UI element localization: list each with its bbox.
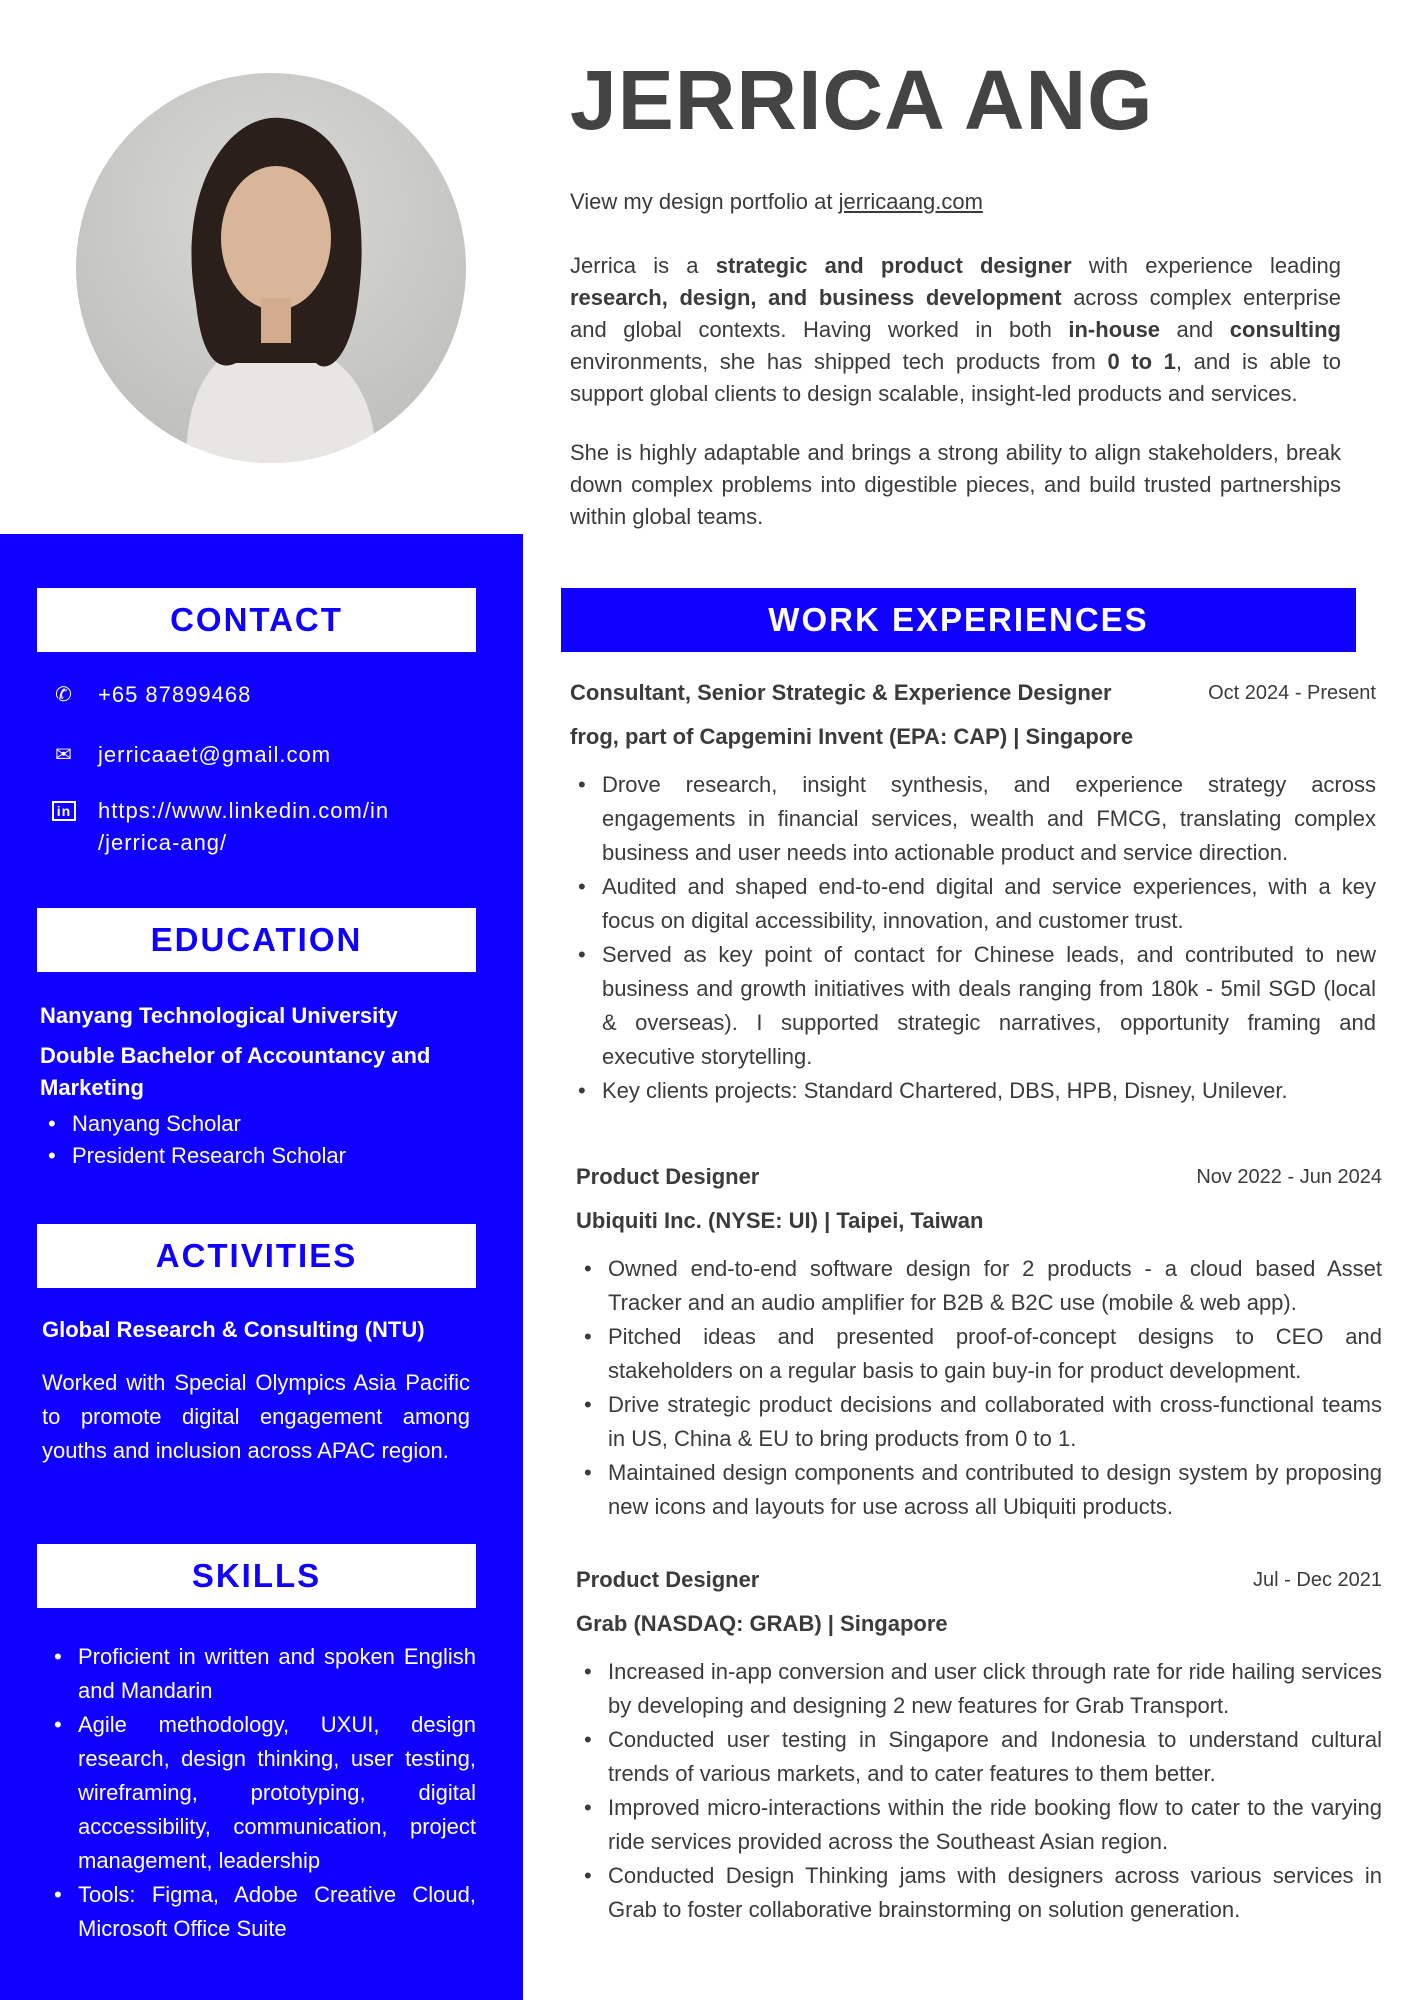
education-heading: EDUCATION [37, 908, 476, 972]
phone-icon: ✆ [55, 684, 73, 706]
work-experiences-heading: WORK EXPERIENCES [561, 588, 1356, 652]
job-entry [576, 1160, 1382, 1524]
job-company: Grab (NASDAQ: GRAB) | Singapore [576, 1611, 948, 1636]
job-dates: Jul - Dec 2021 [1253, 1569, 1382, 1591]
skills-heading: SKILLS [37, 1544, 476, 1608]
portfolio-prefix: View my design portfolio at [570, 189, 839, 214]
education-item: • Nanyang Scholar [40, 1108, 480, 1140]
skill-item: • Proficient in written and spoken English and Mandarin [46, 1640, 476, 1708]
contact-heading: CONTACT [37, 588, 476, 652]
summary-text: , and is able to support global clients to design scalable, insight-led products and services. [570, 349, 1341, 406]
education-item: • President Research Scholar [40, 1140, 480, 1172]
job-dates: Oct 2024 - Present [1208, 682, 1376, 704]
portfolio-link[interactable]: jerricaang.com [838, 189, 983, 214]
education-section [40, 1000, 480, 1172]
summary-highlight: consulting [1229, 317, 1341, 342]
summary-text: Jerrica is a [570, 253, 716, 278]
contact-list [52, 679, 472, 859]
job-company: Ubiquiti Inc. (NYSE: UI) | Taipei, Taiwan [576, 1208, 984, 1233]
envelope-icon: ✉ [55, 744, 73, 766]
job-bullet: • Pitched ideas and presented proof-of-concept designs to CEO and stakeholders on a regular basis to gain buy-in for product development. [576, 1320, 1382, 1388]
job-bullet: • Increased in-app conversion and user click through rate for ride hailing services by developing and designing 2 new features for Grab Transport. [576, 1655, 1382, 1723]
summary-text: across complex enterprise and global contexts. Having worked in both [570, 285, 1341, 342]
job-entry [570, 676, 1376, 1108]
activities-heading: ACTIVITIES [37, 1224, 476, 1288]
job-company: frog, part of Capgemini Invent (EPA: CAP) | Singapore [570, 724, 1134, 749]
summary-paragraph-2: She is highly adaptable and brings a strong ability to align stakeholders, break down complex problems into digestible pieces, and build trusted partnerships within global teams. [570, 440, 1341, 529]
skill-item: • Agile methodology, UXUI, design research, design thinking, user testing, wireframing, prototyping, digital acccessibility, communication, project management, leadership [46, 1708, 476, 1878]
profile-photo [76, 73, 466, 463]
job-bullet: • Improved micro-interactions within the ride booking flow to cater to the varying ride services provided across the Southeast Asian region. [576, 1791, 1382, 1859]
skills-section [46, 1640, 476, 1946]
job-bullet: • Drive strategic product decisions and collaborated with cross-functional teams in US, China & EU to bring products from 0 to 1. [576, 1388, 1382, 1456]
job-dates: Nov 2022 - Jun 2024 [1196, 1166, 1382, 1188]
skill-item: • Tools: Figma, Adobe Creative Cloud, Microsoft Office Suite [46, 1878, 476, 1946]
degree: Double Bachelor of Accountancy and Marketing [40, 1043, 431, 1100]
summary-text: environments, she has shipped tech products from [570, 349, 1108, 374]
job-bullet: • Drove research, insight synthesis, and experience strategy across engagements in financial services, wealth and FMCG, translating complex business and user needs into actionable product and service direction. [570, 768, 1376, 870]
summary-highlight: 0 to 1 [1107, 349, 1176, 374]
activity-description: Worked with Special Olympics Asia Pacific to promote digital engagement among youths and inclusion across APAC region. [42, 1370, 470, 1463]
job-bullet: • Key clients projects: Standard Chartered, DBS, HPB, Disney, Unilever. [570, 1074, 1376, 1108]
summary-highlight: strategic and product designer [715, 253, 1072, 278]
school-name: Nanyang Technological University [40, 1003, 398, 1028]
email-link[interactable]: jerricaaet@gmail.com [98, 742, 332, 767]
activity-org: Global Research & Consulting (NTU) [42, 1317, 425, 1342]
job-bullet: • Owned end-to-end software design for 2 products - a cloud based Asset Tracker and an audio amplifier for B2B & B2C use (mobile & web app). [576, 1252, 1382, 1320]
job-bullet: • Maintained design components and contributed to design system by proposing new icons and layouts for use across all Ubiquiti products. [576, 1456, 1382, 1524]
activities-section [42, 1314, 470, 1468]
job-role: Product Designer [576, 1164, 760, 1189]
linkedin-url-line1[interactable]: https://www.linkedin.com/in [98, 798, 390, 823]
summary-highlight: in-house [1068, 317, 1161, 342]
job-bullet: • Audited and shaped end-to-end digital and service experiences, with a key focus on digital accessibility, innovation, and customer trust. [570, 870, 1376, 938]
job-role: Consultant, Senior Strategic & Experience Designer [570, 680, 1112, 705]
summary-paragraph-1 [570, 250, 1341, 410]
job-entry [576, 1563, 1382, 1927]
portfolio-line [570, 186, 983, 218]
job-role: Product Designer [576, 1567, 760, 1592]
summary-text: with experience leading [1071, 253, 1341, 278]
linkedin-link[interactable] [98, 795, 389, 859]
job-bullet: • Served as key point of contact for Chinese leads, and contributed to new business and growth initiatives with deals ranging from 180k - 5mil SGD (local & overseas). I supported strategic narratives, opportunity framing and executive storytelling. [570, 938, 1376, 1074]
linkedin-icon: in [52, 801, 76, 821]
summary-highlight: research, design, and business development [570, 285, 1062, 310]
summary-text: and [1160, 317, 1230, 342]
job-bullet: • Conducted Design Thinking jams with designers across various services in Grab to foster collaborative brainstorming on solution generation. [576, 1859, 1382, 1927]
job-bullet: • Conducted user testing in Singapore and Indonesia to understand cultural trends of various markets, and to cater features to them better. [576, 1723, 1382, 1791]
phone-number: +65 87899468 [98, 682, 252, 707]
linkedin-url-line2[interactable]: /jerrica-ang/ [98, 830, 228, 855]
candidate-name: JERRICA ANG [570, 53, 1154, 147]
